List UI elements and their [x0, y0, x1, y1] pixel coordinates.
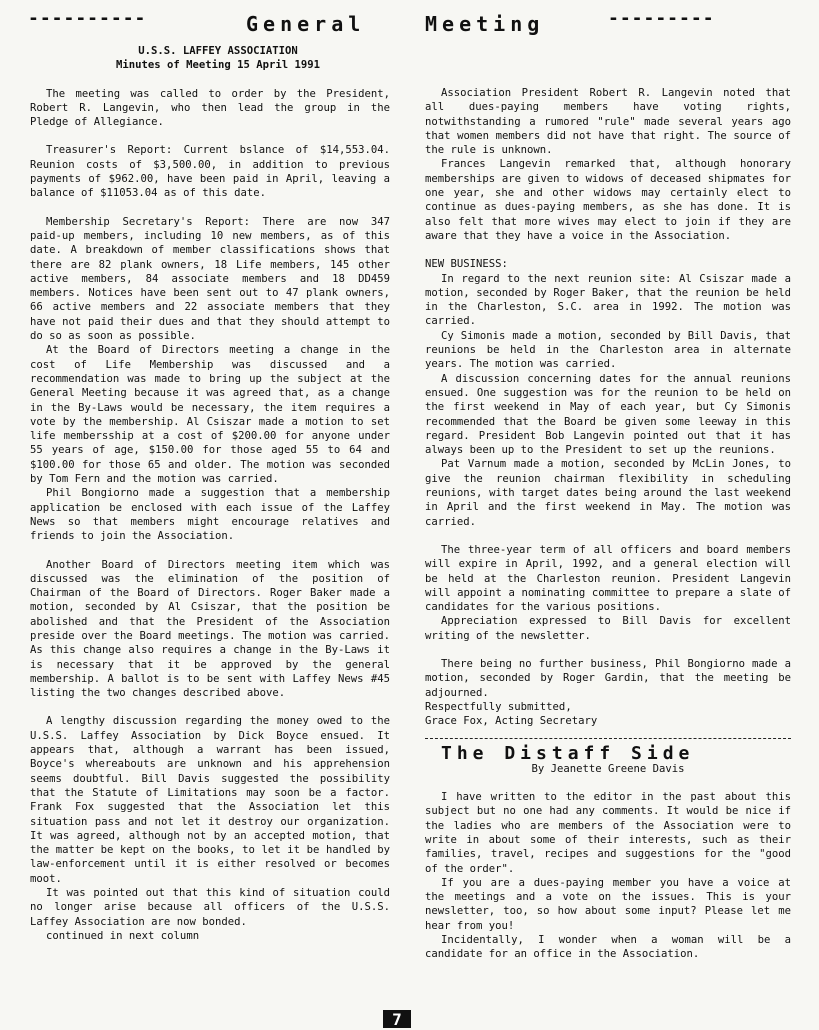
- paragraph-treasurer-report: Treasurer's Report: Current bslance of $14,553.04. Reunion costs of $3,500.00, in addition to previous payments of $962.00, have been paid in April, leaving a balance of $11053.04 as of this date.: [30, 144, 390, 200]
- paragraph-call-to-order: The meeting was called to order by the President, Robert R. Langevin, who then lead the group in the Pledge of Allegiance.: [30, 87, 390, 129]
- paragraph-life-membership: At the Board of Directors meeting a change in the cost of Life Membership was discussed and a recommendation was made to bring up the subject at the General Meeting because it was agreed that, as a change in the By-Laws would be necessary, the item requires a vote by the membership. Al Csiszar made a motion to set life membersship at a cost of $200.00 for anyone under 55 years of age, $150.00 for those aged 55 to 64 and $100.00 for those 65 and older. The motion was seconded by Tom Fern and the motion was carried.: [30, 344, 390, 486]
- paragraph-application-suggestion: Phil Bongiorno made a suggestion that a membership application be enclosed with each issue of the Laffey News so that members might encourage relatives and friends to join the Association.: [30, 487, 390, 543]
- paragraph-membership-report: Membership Secretary's Report: There are now 347 paid-up members, including 10 new members, as of this date. A breakdown of member classifications shows that there are 82 plank owners, 18 Life members, 145 other active members, 84 associate members and 18 DD459 members. Notices have been sent out to 47 plank owners, 66 active members and 22 associate members that they have not paid their dues and that they should attempt to do so as soon as possible.: [30, 215, 390, 343]
- paragraph-distaff-2: If you are a dues-paying member you have a voice at the meetings and a vote on the issues. This is your newsletter, too, so how about some input? Please let me hear from you!: [425, 876, 791, 932]
- banner-word-meeting: Meeting: [425, 12, 545, 36]
- paragraph-appreciation: Appreciation expressed to Bill Davis for excellent writing of the newsletter.: [425, 615, 791, 642]
- right-column: [425, 44, 791, 962]
- paragraph-distaff-3: Incidentally, I wonder when a woman will be a candidate for an office in the Association.: [425, 934, 791, 961]
- signature-line-2: Grace Fox, Acting Secretary: [425, 715, 598, 728]
- paragraph-voting-rights: Association President Robert R. Langevin noted that all dues-paying members have voting rights, notwithstanding a rumored "rule" made several years ago that women members did not have that right. The source of the rule is unknown.: [425, 87, 791, 157]
- new-business-heading: NEW BUSINESS:: [425, 258, 508, 271]
- left-column: [30, 44, 390, 943]
- paragraph-alternate-years: Cy Simonis made a motion, seconded by Bill Davis, that reunions be held in the Charleston area in alternate years. The motion was carried.: [425, 329, 791, 371]
- paragraph-officers-bonded: It was pointed out that this kind of situation could no longer arise because all officers of the U.S.S. Laffey Association are now bonded.: [30, 887, 390, 928]
- banner-dashes-left: ----------: [28, 8, 147, 29]
- paragraph-chairman-flexibility: Pat Varnum made a motion, seconded by McLin Jones, to give the reunion chairman flexibility in scheduling reunions, with target dates being around the last weekend in April and the first weekend in May. The motion was carried.: [425, 458, 791, 528]
- paragraph-widows: Frances Langevin remarked that, although honorary memberships are given to widows of deceased shipmates for one year, she and other widows may certainly elect to continue as dues-paying members, as she has done. It is also felt that more wives may elect to join if they are aware that they have a voice in the Association.: [425, 158, 791, 242]
- distaff-title: The Distaff Side: [441, 743, 695, 765]
- paragraph-reunion-site: In regard to the next reunion site: Al Csiszar made a motion, seconded by Roger Baker, that the reunion be held in the Charleston, S.C. area in 1992. The motion was carried.: [425, 272, 791, 328]
- signature-line-1: Respectfully submitted,: [425, 700, 572, 713]
- paragraph-adjourned: There being no further business, Phil Bongiorno made a motion, seconded by Roger Gardin, that the meeting be adjourned.: [425, 657, 791, 699]
- page-number: 7: [383, 1010, 411, 1028]
- paragraph-reunion-dates: A discussion concerning dates for the annual reunions ensued. One suggestion was for the reunion to be held on the first weekend in May of each year, but Cy Simonis recommended that the Board be given some leeway in this regard. President Bob Langevin pointed out that it has always been up to the President to set up the reunions.: [425, 372, 791, 457]
- section-banner: [28, 10, 798, 40]
- continued-note: continued in next column: [46, 929, 200, 942]
- paragraph-election: The three-year term of all officers and board members will expire in April, 1992, and a general election will be held at the Charleston reunion. President Langevin will appoint a nominating committee to prepare a slate of candidates for the various positions.: [425, 543, 791, 614]
- paragraph-chairman-elimination: Another Board of Directors meeting item which was discussed was the elimination of the position of Chairman of the Board of Directors. Roger Baker made a motion, seconded by Al Csiszar, that the position be abolished and that the President of the Association preside over the Board meetings. The motion was carried. As this change also requires a change in the By-Laws it is necessary that it be approved by the general membership. A ballot is to be sent with Laffey News #45 listing the two changes described above.: [30, 558, 390, 700]
- banner-word-general: General: [246, 12, 366, 36]
- section-divider: [425, 738, 791, 739]
- org-title: U.S.S. LAFFEY ASSOCIATION: [138, 45, 298, 57]
- minutes-title: Minutes of Meeting 15 April 1991: [115, 59, 321, 72]
- byline: By Jeanette Greene Davis: [531, 762, 685, 775]
- banner-dashes-right: ---------: [608, 8, 715, 29]
- paragraph-distaff-1: I have written to the editor in the past about this subject but no one had any comments. It would be nice if the ladies who are members of the Association were to write in about some of their interests, such as their families, travel, recipes and suggestions for the "good of the order".: [425, 791, 791, 875]
- paragraph-boyce-discussion: A lengthy discussion regarding the money owed to the U.S.S. Laffey Association by Dick Boyce ensued. It appears that, although a warrant has been issued, Boyce's whereabouts are unknown and his apprehension seems doubtful. Bill Davis suggested the possibility that the Statute of Limitations may soon be a factor. Frank Fox suggested that the Association let this situation pass and not let it destroy our organization. It was agreed, although not by an accepted motion, that the matter be kept on the books, to let it be handled by law-enforcement until it is either resolved or becomes moot.: [30, 715, 390, 885]
